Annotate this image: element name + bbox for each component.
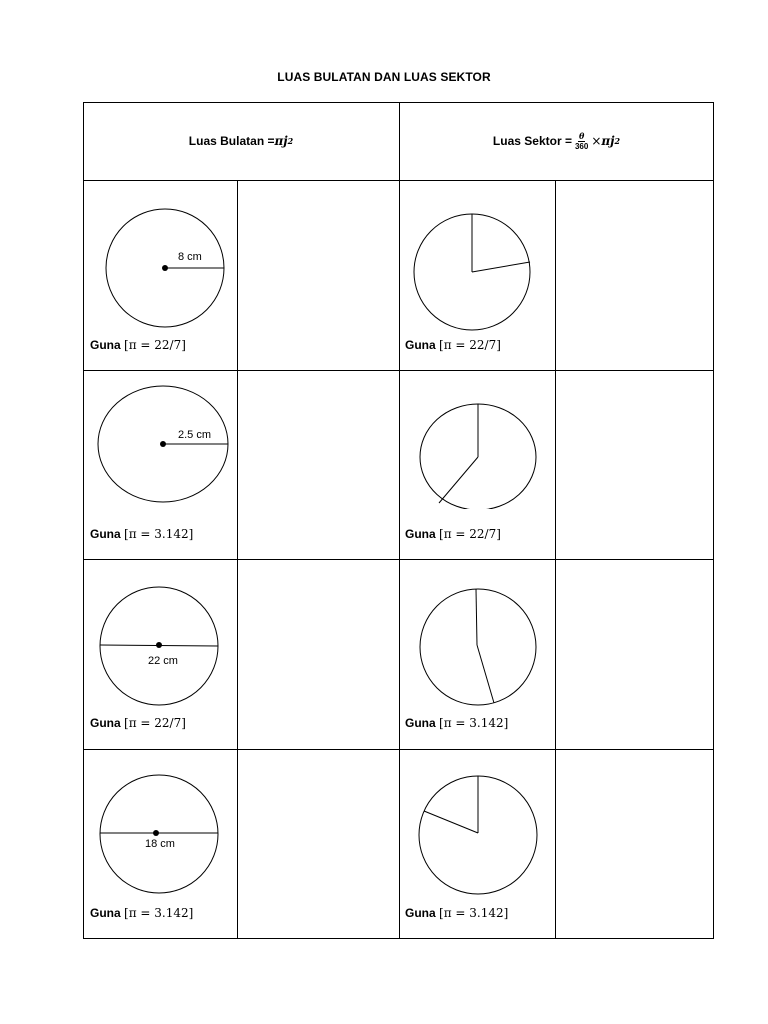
fraction-numerator: θ [578,130,585,141]
guna-word: Guna [90,906,121,920]
pi-value: [π = 3.142] [439,906,509,920]
circle-diameter-diagram [98,585,222,709]
sector-diagram [413,213,533,333]
guna-instruction [90,527,193,541]
circle-diameter-diagram [97,774,221,898]
circle-radius-diagram [103,206,228,331]
pi-value: [π = 3.142] [124,906,194,920]
guna-word: Guna [405,716,436,730]
guna-word: Guna [405,906,436,920]
circle-measure-label: 8 cm [178,251,202,263]
guna-instruction [90,906,193,920]
header-sector-exponent: 2 [614,136,621,146]
pi-value: [π = 22/7] [124,716,186,730]
guna-word: Guna [90,716,121,730]
guna-instruction [405,338,501,352]
circle-measure-label: 22 cm [148,655,178,667]
sector-diagram [418,399,538,509]
header-circle-label: Luas Bulatan = [188,134,275,148]
document-title: LUAS BULATAN DAN LUAS SEKTOR [277,70,491,84]
fraction-denominator: 360 [574,141,589,151]
guna-word: Guna [90,338,121,352]
guna-instruction [405,716,508,730]
worksheet-table [83,102,714,939]
circle-radius-diagram [97,384,233,506]
header-sector-label: Luas Sektor = [492,134,572,148]
header-sector-formula: πj [601,134,615,148]
guna-instruction [405,527,501,541]
header-circle-area [83,102,399,180]
guna-word: Guna [90,527,121,541]
circle-measure-label: 2.5 cm [178,429,212,441]
sector-diagram [418,775,540,897]
guna-instruction [405,906,508,920]
header-circle-exponent: 2 [287,136,294,146]
pi-value: [π = 22/7] [124,338,186,352]
header-circle-formula: πj [274,134,288,148]
header-sector-fraction [574,132,589,151]
times-sign: × [591,134,602,148]
circle-measure-label: 18 cm [145,838,175,850]
guna-word: Guna [405,338,436,352]
guna-instruction [90,716,186,730]
pi-value: [π = 22/7] [439,527,501,541]
pi-value: [π = 22/7] [439,338,501,352]
sector-diagram [418,587,538,707]
guna-instruction [90,338,186,352]
pi-value: [π = 3.142] [124,527,194,541]
pi-value: [π = 3.142] [439,716,509,730]
header-sector-area [399,102,714,180]
guna-word: Guna [405,527,436,541]
